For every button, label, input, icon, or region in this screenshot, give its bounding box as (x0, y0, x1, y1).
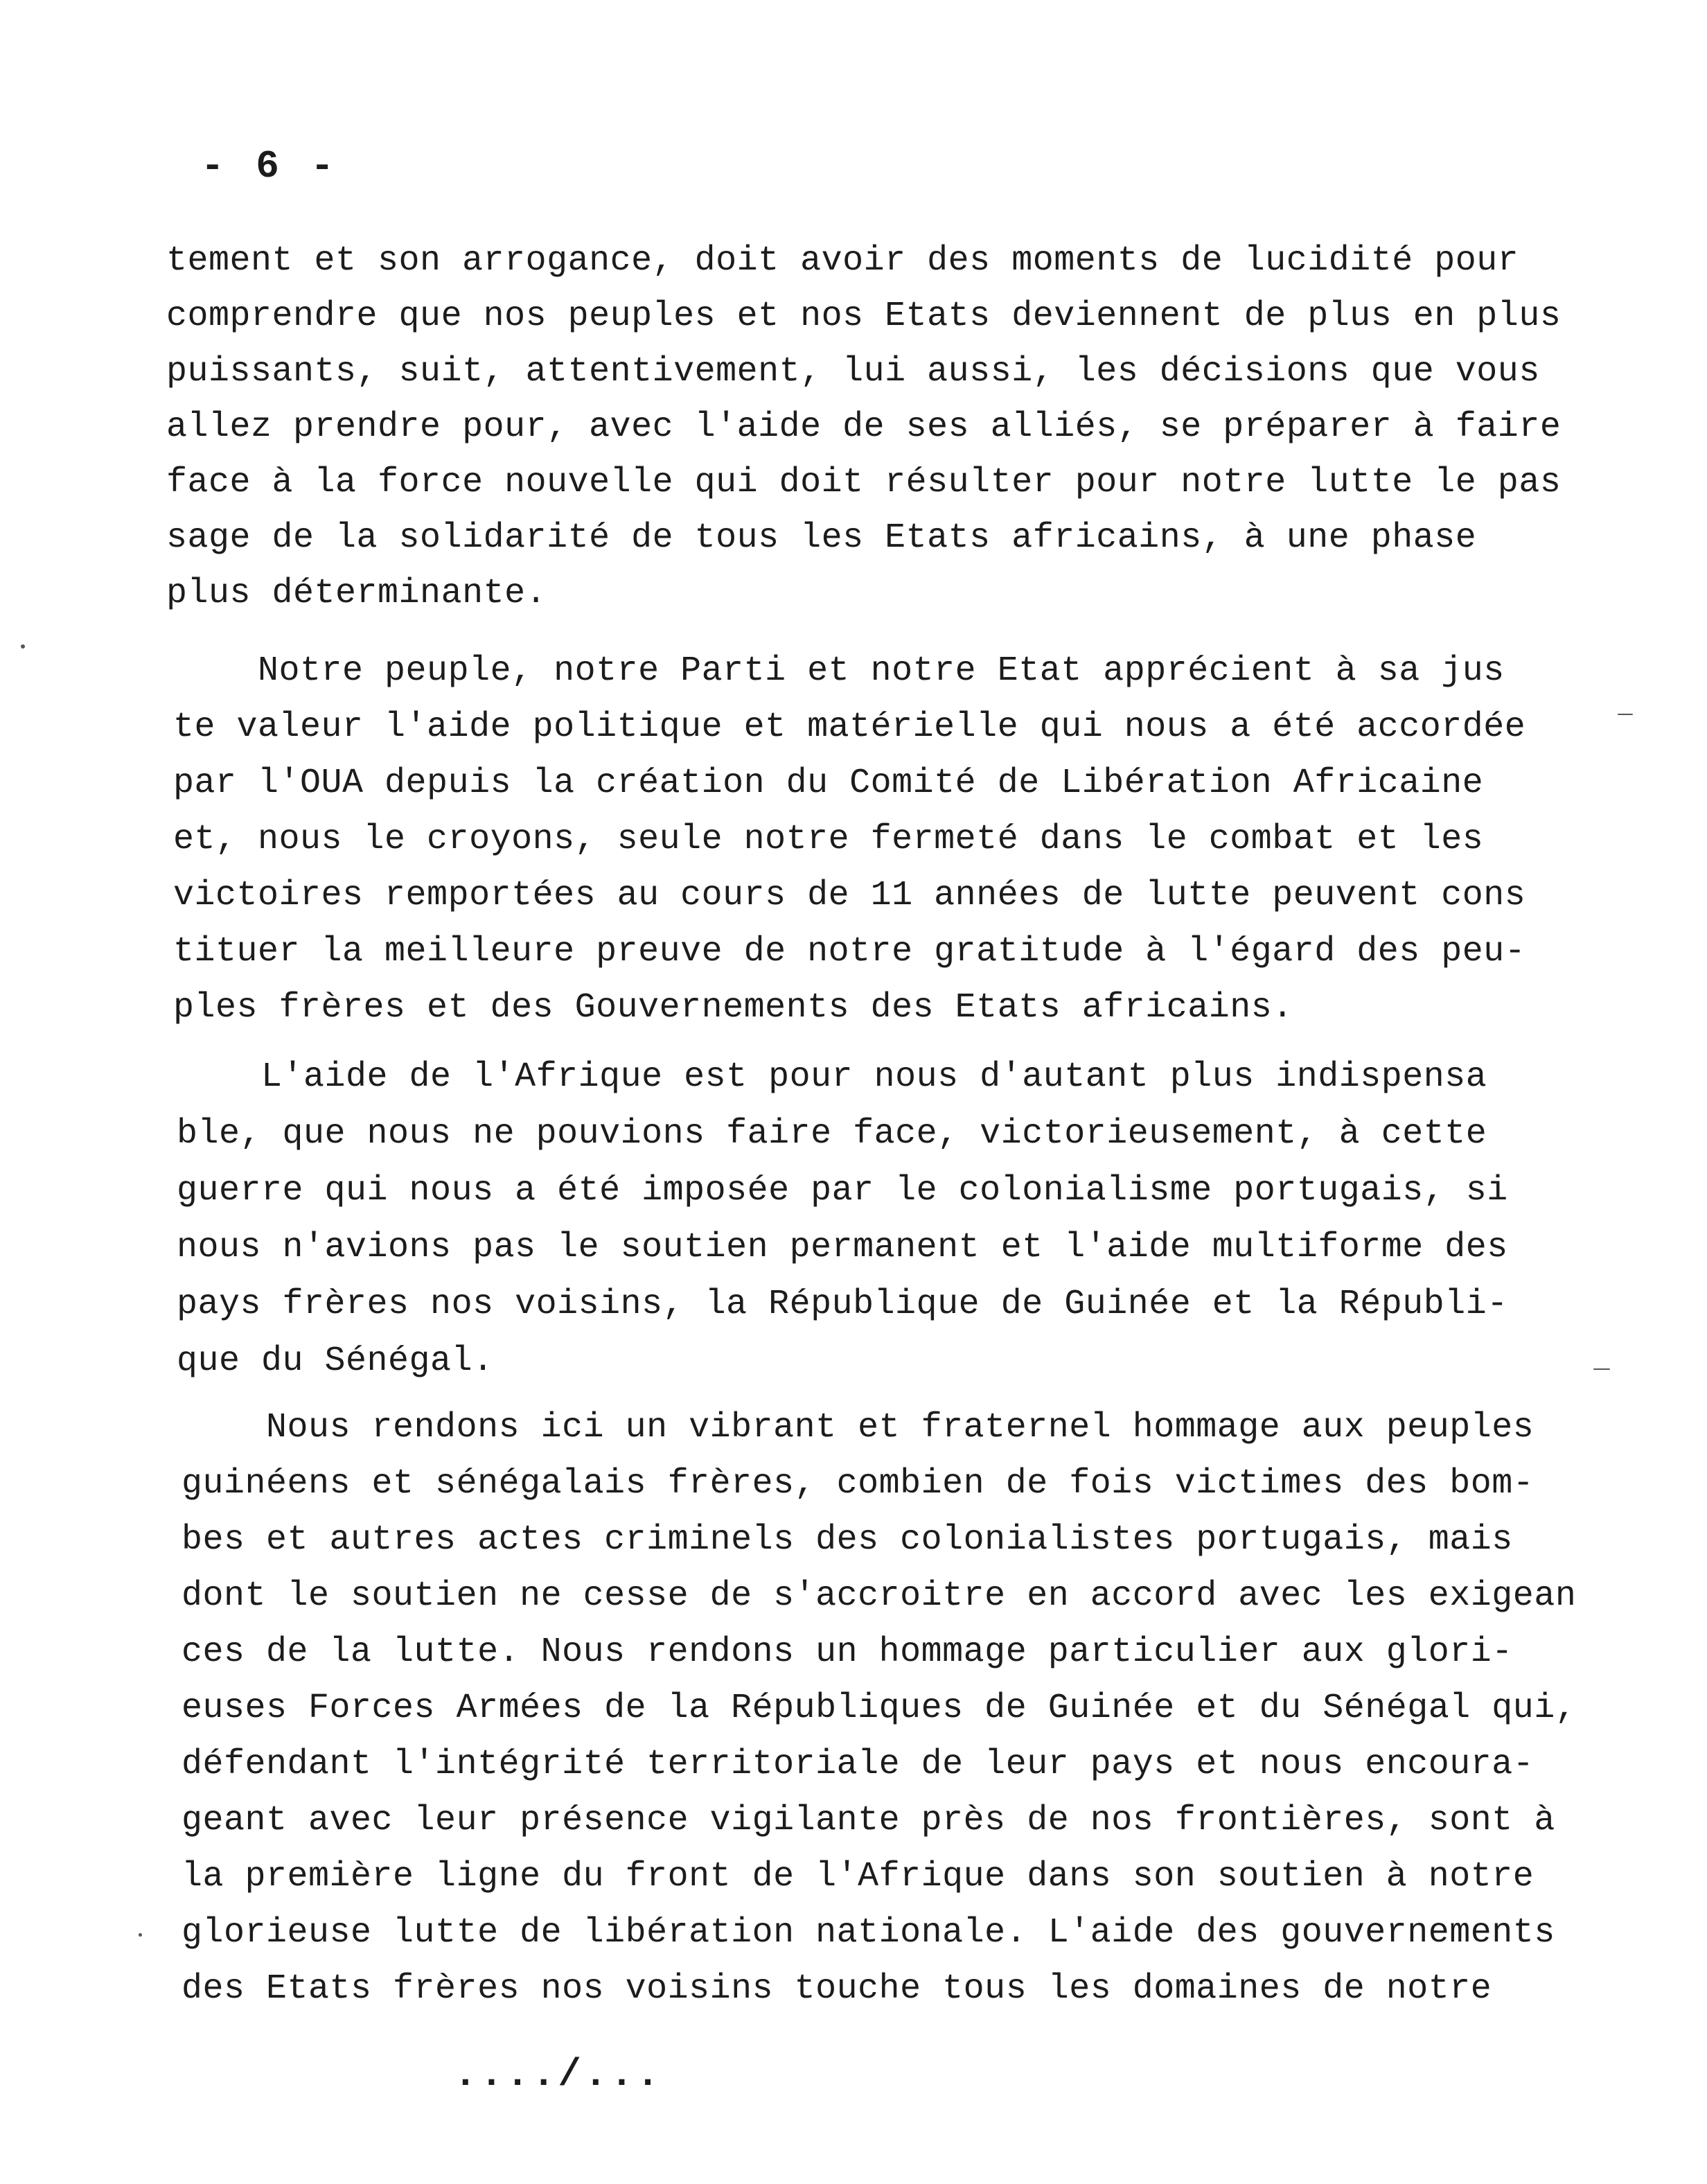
text-line: comprendre que nos peuples et nos Etats deviennent de plus en plus (166, 297, 1562, 336)
text-line: tement et son arrogance, doit avoir des moments de lucidité pour (166, 241, 1519, 281)
text-line: des Etats frères nos voisins touche tous les domaines de notre (182, 1969, 1492, 2009)
page-number: - 6 - (201, 144, 339, 188)
text-line: te valeur l'aide politique et matérielle qui nous a été accordée (173, 707, 1526, 747)
text-line: victoires remportées au cours de 11 années de lutte peuvent cons (173, 876, 1526, 915)
text-line: glorieuse lutte de libération nationale. L'aide des gouvernements (182, 1913, 1555, 1953)
text-line: nous n'avions pas le soutien permanent et l'aide multiforme des (177, 1228, 1508, 1267)
text-line: geant avec leur présence vigilante près de nos frontières, sont à (182, 1801, 1555, 1840)
text-line: Nous rendons ici un vibrant et fraternel hommage aux peuples (182, 1408, 1534, 1447)
text-line: ble, que nous ne pouvions faire face, victorieusement, à cette (177, 1114, 1487, 1154)
text-line: euses Forces Armées de la Républiques de Guinée et du Sénégal qui, (182, 1689, 1577, 1728)
text-line: ces de la lutte. Nous rendons un hommage particulier aux glori- (182, 1632, 1513, 1672)
text-line: la première ligne du front de l'Afrique dans son soutien à notre (182, 1857, 1534, 1896)
scan-speck (1618, 714, 1633, 715)
scan-speck (139, 1933, 142, 1937)
text-line: guerre qui nous a été imposée par le colonialisme portugais, si (177, 1171, 1508, 1210)
text-line: face à la force nouvelle qui doit résulter pour notre lutte le pas (166, 463, 1562, 502)
text-line: sage de la solidarité de tous les Etats africains, à une phase (166, 518, 1477, 558)
text-line: L'aide de l'Afrique est pour nous d'autant plus indispensa (177, 1057, 1487, 1097)
text-line: Notre peuple, notre Parti et notre Etat apprécient à sa jus (173, 651, 1505, 691)
text-line: par l'OUA depuis la création du Comité de Libération Africaine (173, 764, 1484, 803)
continuation-mark: ..../... (454, 2052, 662, 2097)
text-line: allez prendre pour, avec l'aide de ses alliés, se préparer à faire (166, 407, 1562, 447)
text-line: et, nous le croyons, seule notre fermeté dans le combat et les (173, 820, 1484, 859)
text-line: bes et autres actes criminels des colonialistes portugais, mais (182, 1520, 1513, 1560)
text-line: guinéens et sénégalais frères, combien de fois victimes des bom- (182, 1464, 1534, 1504)
text-line: tituer la meilleure preuve de notre gratitude à l'égard des peu- (173, 932, 1526, 971)
text-line: plus déterminante. (166, 574, 547, 613)
text-line: que du Sénégal. (177, 1341, 494, 1381)
text-line: puissants, suit, attentivement, lui aussi, les décisions que vous (166, 352, 1540, 391)
text-line: défendant l'intégrité territoriale de leur pays et nous encoura- (182, 1745, 1534, 1784)
text-line: dont le soutien ne cesse de s'accroitre en accord avec les exigean (182, 1576, 1577, 1616)
text-line: ples frères et des Gouvernements des Etats africains. (173, 988, 1293, 1028)
scan-speck (21, 644, 25, 649)
text-line: pays frères nos voisins, la République de Guinée et la Républi- (177, 1285, 1508, 1324)
scan-speck (1593, 1368, 1610, 1370)
